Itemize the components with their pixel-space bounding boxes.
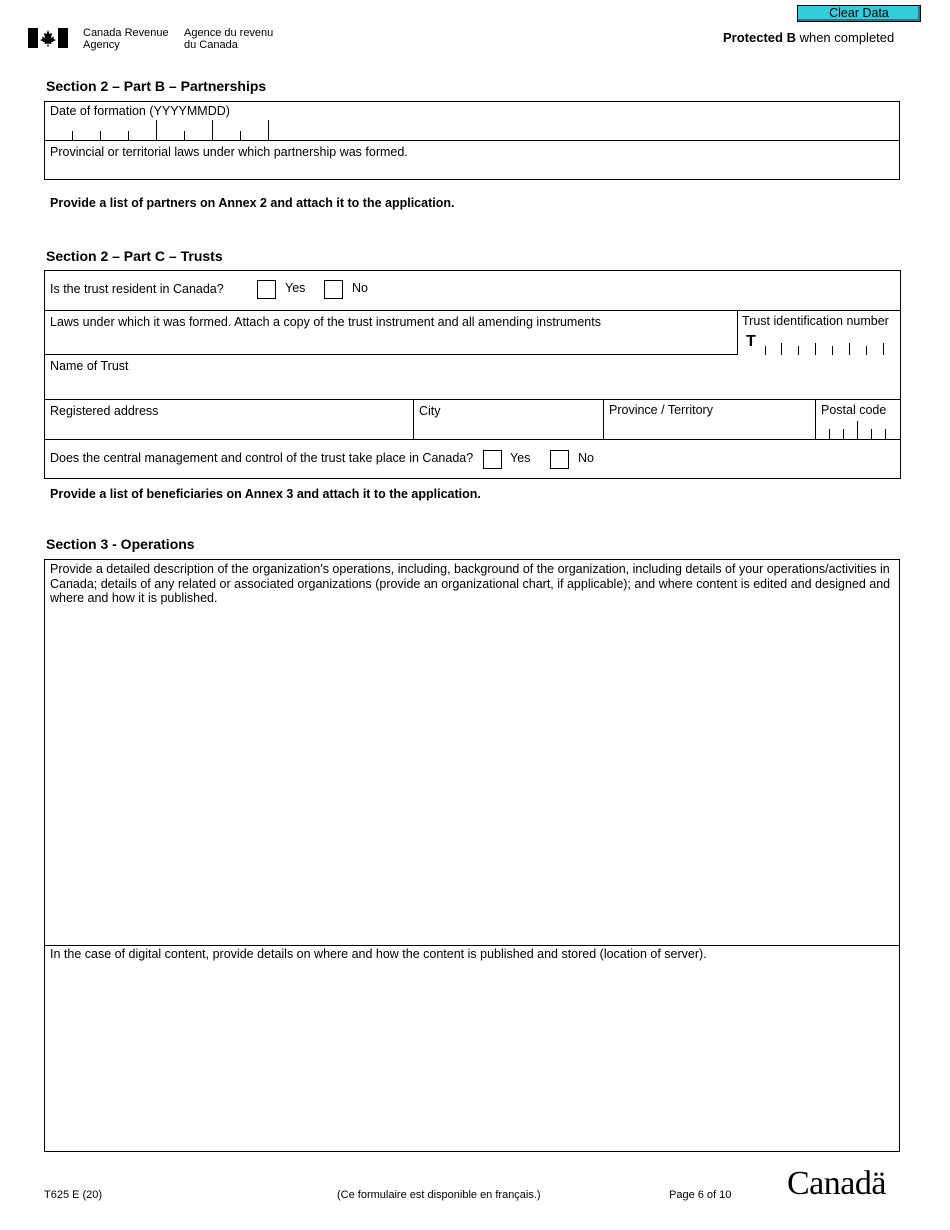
- french-availability-note: (Ce formulaire est disponible en français.): [337, 1189, 541, 1201]
- trust-laws-input[interactable]: [46, 331, 736, 353]
- date-of-formation-label: Date of formation (YYYYMMDD): [50, 104, 230, 118]
- partnership-laws-label: Provincial or territorial laws under which partnership was formed.: [50, 145, 408, 159]
- trust-resident-yes-label: Yes: [285, 281, 306, 295]
- trust-resident-question: Is the trust resident in Canada?: [50, 282, 224, 296]
- postal-code-field[interactable]: [817, 421, 900, 439]
- trust-id-prefix: T: [746, 333, 756, 350]
- province-territory-input[interactable]: [605, 419, 813, 438]
- beneficiaries-annex-note: Provide a list of beneficiaries on Annex 3 and attach it to the application.: [50, 487, 481, 501]
- central-management-yes-label: Yes: [510, 451, 531, 465]
- digital-content-label: In the case of digital content, provide details on where and how the content is published and stored (location of server).: [50, 947, 707, 961]
- partnership-laws-input[interactable]: [46, 161, 898, 179]
- when-completed-label: when completed: [795, 30, 895, 45]
- protected-b-notice: [723, 30, 894, 45]
- operations-description-textarea[interactable]: [46, 608, 898, 943]
- canada-wordmark: Canadä: [787, 1165, 886, 1202]
- operations-description-label: Provide a detailed description of the organization's operations, including, background of the organization, including details of your operations/activities in Canada; details of any related or associated organizations (provide an organizational chart, if applicable); and where content is edited and designed and where and how it is published.: [50, 562, 891, 605]
- digital-content-textarea[interactable]: [46, 966, 898, 1150]
- section-2-part-c-title: Section 2 – Part C – Trusts: [46, 248, 223, 264]
- trust-resident-no-label: No: [352, 281, 368, 295]
- date-of-formation-field[interactable]: [46, 120, 276, 140]
- central-management-question: Does the central management and control of the trust take place in Canada?: [50, 451, 474, 465]
- section-3-title: Section 3 - Operations: [46, 536, 195, 552]
- city-label: City: [419, 404, 441, 418]
- trusts-table: [44, 270, 901, 479]
- trust-resident-yes-checkbox[interactable]: [257, 280, 276, 299]
- agency-name-en-line1: Canada Revenue: [83, 27, 169, 39]
- trust-id-field[interactable]: [760, 340, 900, 355]
- central-management-no-checkbox[interactable]: [550, 450, 569, 469]
- trust-id-label: Trust identification number: [742, 314, 889, 328]
- city-input[interactable]: [415, 419, 601, 438]
- protected-b-label: Protected B: [723, 30, 796, 45]
- trust-resident-no-checkbox[interactable]: [324, 280, 343, 299]
- trust-laws-label: Laws under which it was formed. Attach a copy of the trust instrument and all amending instruments: [50, 315, 601, 329]
- postal-code-label: Postal code: [821, 403, 887, 417]
- form-identifier: T625 E (20): [44, 1189, 103, 1201]
- trust-name-label: Name of Trust: [50, 359, 129, 373]
- central-management-yes-checkbox[interactable]: [483, 450, 502, 469]
- registered-address-label: Registered address: [50, 404, 159, 418]
- partners-annex-note: Provide a list of partners on Annex 2 and attach it to the application.: [50, 196, 455, 210]
- clear-data-button[interactable]: Clear Data: [797, 5, 921, 22]
- registered-address-input[interactable]: [46, 419, 411, 438]
- province-territory-label: Province / Territory: [609, 403, 713, 417]
- agency-name-fr-line1: Agence du revenu: [184, 27, 274, 39]
- central-management-no-label: No: [578, 451, 594, 465]
- agency-name-en-line2: Agency: [83, 39, 120, 51]
- government-flag-logo: [28, 28, 68, 48]
- trust-name-input[interactable]: [46, 376, 898, 398]
- maple-leaf-icon: [28, 28, 68, 48]
- section-2-part-b-title: Section 2 – Part B – Partnerships: [46, 78, 267, 94]
- agency-name-fr-line2: du Canada: [184, 39, 238, 51]
- page-number: Page 6 of 10: [669, 1189, 732, 1201]
